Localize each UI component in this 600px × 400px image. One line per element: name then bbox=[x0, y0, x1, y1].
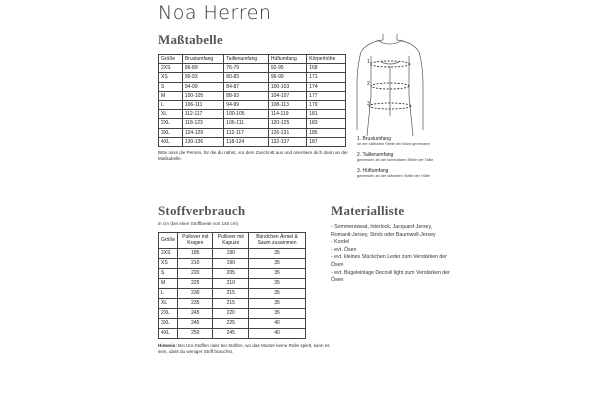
table-cell: 35 bbox=[249, 309, 306, 319]
table-cell: 210 bbox=[178, 259, 213, 269]
table-cell: XL bbox=[159, 299, 178, 309]
table-cell: 35 bbox=[249, 279, 306, 289]
consumption-table bbox=[158, 232, 306, 339]
table-cell: 205 bbox=[213, 269, 249, 279]
table-row bbox=[159, 259, 306, 269]
table-cell: 181 bbox=[307, 110, 346, 119]
hint-label: Hinweis: bbox=[158, 343, 177, 348]
size-chart-column-header: Brustumfang bbox=[182, 55, 223, 64]
table-cell: 2XL bbox=[159, 309, 178, 319]
size-chart-column-header: Taillenumfang bbox=[224, 55, 269, 64]
table-cell: 106-111 bbox=[224, 119, 269, 128]
table-cell: 112-117 bbox=[224, 128, 269, 137]
consumption-column-header: Bündchen Ärmel & Saum zusammen bbox=[249, 233, 306, 249]
table-cell: 2XS bbox=[159, 64, 183, 73]
figure-marker-2: 2 bbox=[367, 81, 370, 87]
consumption-column-header: Pullover mit Kapuze bbox=[213, 233, 249, 249]
table-cell: L bbox=[159, 101, 183, 110]
table-cell: 245 bbox=[178, 319, 213, 329]
table-row bbox=[159, 137, 346, 146]
table-cell: 185 bbox=[178, 249, 213, 259]
table-cell: M bbox=[159, 91, 183, 100]
table-cell: 250 bbox=[178, 329, 213, 339]
consumption-hint bbox=[158, 343, 338, 355]
table-cell: 132-137 bbox=[268, 137, 306, 146]
table-cell: 4XL bbox=[159, 329, 178, 339]
table-cell: 35 bbox=[249, 269, 306, 279]
table-cell: 174 bbox=[307, 82, 346, 91]
table-row bbox=[159, 64, 346, 73]
table-cell: 104-107 bbox=[268, 91, 306, 100]
table-cell: 100-103 bbox=[268, 82, 306, 91]
table-cell: 92-95 bbox=[268, 64, 306, 73]
table-cell: 177 bbox=[307, 91, 346, 100]
table-cell: 190 bbox=[213, 249, 249, 259]
table-cell: 168 bbox=[307, 64, 346, 73]
table-cell: XS bbox=[159, 73, 183, 82]
table-row bbox=[159, 269, 306, 279]
table-cell: 76-79 bbox=[224, 64, 269, 73]
list-item: - evt. Ösen bbox=[331, 247, 451, 255]
table-cell: L bbox=[159, 289, 178, 299]
size-chart-table bbox=[158, 54, 346, 147]
table-row bbox=[159, 299, 306, 309]
table-cell: 225 bbox=[213, 319, 249, 329]
table-cell: 35 bbox=[249, 249, 306, 259]
table-cell: 171 bbox=[307, 73, 346, 82]
list-item: - evt. Bügeleinlage Decovil light zum Verstärken der Ösen bbox=[331, 270, 451, 285]
table-row bbox=[159, 110, 346, 119]
table-row bbox=[159, 309, 306, 319]
table-cell: 185 bbox=[307, 128, 346, 137]
table-cell: 40 bbox=[249, 329, 306, 339]
table-cell: S bbox=[159, 82, 183, 91]
table-cell: 35 bbox=[249, 259, 306, 269]
table-row bbox=[159, 249, 306, 259]
hint-text: Bei Uni-Stoffen oder bei Stoffen, wo das Muster keine Rolle spielt, kann es sein, dass du weniger Stoff brauchst. bbox=[158, 343, 330, 354]
consumption-column-header: Größe bbox=[159, 233, 178, 249]
table-cell: 225 bbox=[178, 279, 213, 289]
table-row bbox=[159, 279, 306, 289]
table-cell: 3XL bbox=[159, 128, 183, 137]
list-item: - evt. kleines Stückchen Leder zum Verstärken der Ösen bbox=[331, 254, 451, 269]
table-cell: 183 bbox=[307, 119, 346, 128]
table-row bbox=[159, 73, 346, 82]
table-row bbox=[159, 289, 306, 299]
consumption-column-header: Pullover mit Kragen bbox=[178, 233, 213, 249]
table-cell: 118-124 bbox=[224, 137, 269, 146]
table-row bbox=[159, 319, 306, 329]
table-cell: 3XL bbox=[159, 319, 178, 329]
table-cell: 100-105 bbox=[224, 110, 269, 119]
table-cell: 230 bbox=[178, 289, 213, 299]
table-cell: 220 bbox=[178, 269, 213, 279]
legend-item-3: 3. Hüftumfang gemessen an der stärksten Stelle der Hüfte bbox=[357, 168, 431, 178]
table-cell: 118-123 bbox=[182, 119, 223, 128]
size-chart-note: Bitte miss die Person, für die du nähst, vor dem Zuschnitt aus und orientiere dich dann an der Maßtabelle. bbox=[158, 150, 348, 161]
torso-figure bbox=[345, 26, 435, 138]
table-row bbox=[159, 101, 346, 110]
table-row bbox=[159, 91, 346, 100]
table-cell: 124-129 bbox=[182, 128, 223, 137]
table-cell: 100-105 bbox=[182, 91, 223, 100]
table-cell: 245 bbox=[178, 309, 213, 319]
consumption-heading: Stoffverbrauch bbox=[158, 203, 246, 218]
table-cell: XL bbox=[159, 110, 183, 119]
figure-marker-1: 1 bbox=[367, 59, 370, 65]
table-cell: 126-131 bbox=[268, 128, 306, 137]
table-cell: 215 bbox=[213, 299, 249, 309]
figure-marker-3: 3 bbox=[367, 101, 370, 107]
table-row bbox=[159, 119, 346, 128]
size-chart-column-header: Hüftumfang bbox=[268, 55, 306, 64]
table-row bbox=[159, 82, 346, 91]
table-cell: 94-99 bbox=[224, 101, 269, 110]
table-row bbox=[159, 128, 346, 137]
table-cell: 112-117 bbox=[182, 110, 223, 119]
table-cell: 130-136 bbox=[182, 137, 223, 146]
table-cell: 190 bbox=[213, 259, 249, 269]
table-cell: 179 bbox=[307, 101, 346, 110]
materials-list bbox=[331, 224, 451, 285]
table-cell: 120-125 bbox=[268, 119, 306, 128]
table-cell: XS bbox=[159, 259, 178, 269]
table-row bbox=[159, 329, 306, 339]
table-cell: 187 bbox=[307, 137, 346, 146]
table-cell: 210 bbox=[213, 279, 249, 289]
figure-legend bbox=[357, 136, 447, 179]
list-item: - Kordel bbox=[331, 239, 451, 247]
legend-item-1: 1. Brustumfang an der stärksten Stelle der Brust gemessen bbox=[357, 136, 430, 146]
materials-heading: Materialliste bbox=[331, 203, 405, 218]
table-cell: 2XS bbox=[159, 249, 178, 259]
table-cell: S bbox=[159, 269, 178, 279]
document-title: Noa Herren bbox=[158, 2, 272, 24]
table-cell: 86-89 bbox=[182, 64, 223, 73]
table-cell: 96-99 bbox=[268, 73, 306, 82]
table-cell: M bbox=[159, 279, 178, 289]
table-cell: 80-83 bbox=[224, 73, 269, 82]
size-chart-heading: Maßtabelle bbox=[158, 32, 223, 47]
size-chart-column-header: Größe bbox=[159, 55, 183, 64]
legend-item-2: 2. Taillenumfang gemessen an der schmalsten Stelle der Taille bbox=[357, 152, 434, 162]
size-chart-column-header: Körperhöhe bbox=[307, 55, 346, 64]
table-cell: 235 bbox=[178, 299, 213, 309]
table-cell: 35 bbox=[249, 289, 306, 299]
table-cell: 215 bbox=[213, 289, 249, 299]
table-cell: 84-87 bbox=[224, 82, 269, 91]
table-cell: 114-119 bbox=[268, 110, 306, 119]
table-cell: 4XL bbox=[159, 137, 183, 146]
consumption-subheading: in cm (bei einer Stoffbreite von 140 cm) bbox=[158, 221, 239, 226]
table-cell: 94-99 bbox=[182, 82, 223, 91]
list-item: - Sommersweat, Interlock, Jacquard-Jersey, Romanit-Jersey, Strick oder Baumwoll-Jersey bbox=[331, 224, 451, 239]
table-cell: 245 bbox=[213, 329, 249, 339]
table-cell: 90-93 bbox=[182, 73, 223, 82]
table-cell: 106-111 bbox=[182, 101, 223, 110]
table-cell: 108-113 bbox=[268, 101, 306, 110]
table-cell: 40 bbox=[249, 319, 306, 329]
table-cell: 35 bbox=[249, 299, 306, 309]
table-cell: 2XL bbox=[159, 119, 183, 128]
table-cell: 88-93 bbox=[224, 91, 269, 100]
table-cell: 220 bbox=[213, 309, 249, 319]
